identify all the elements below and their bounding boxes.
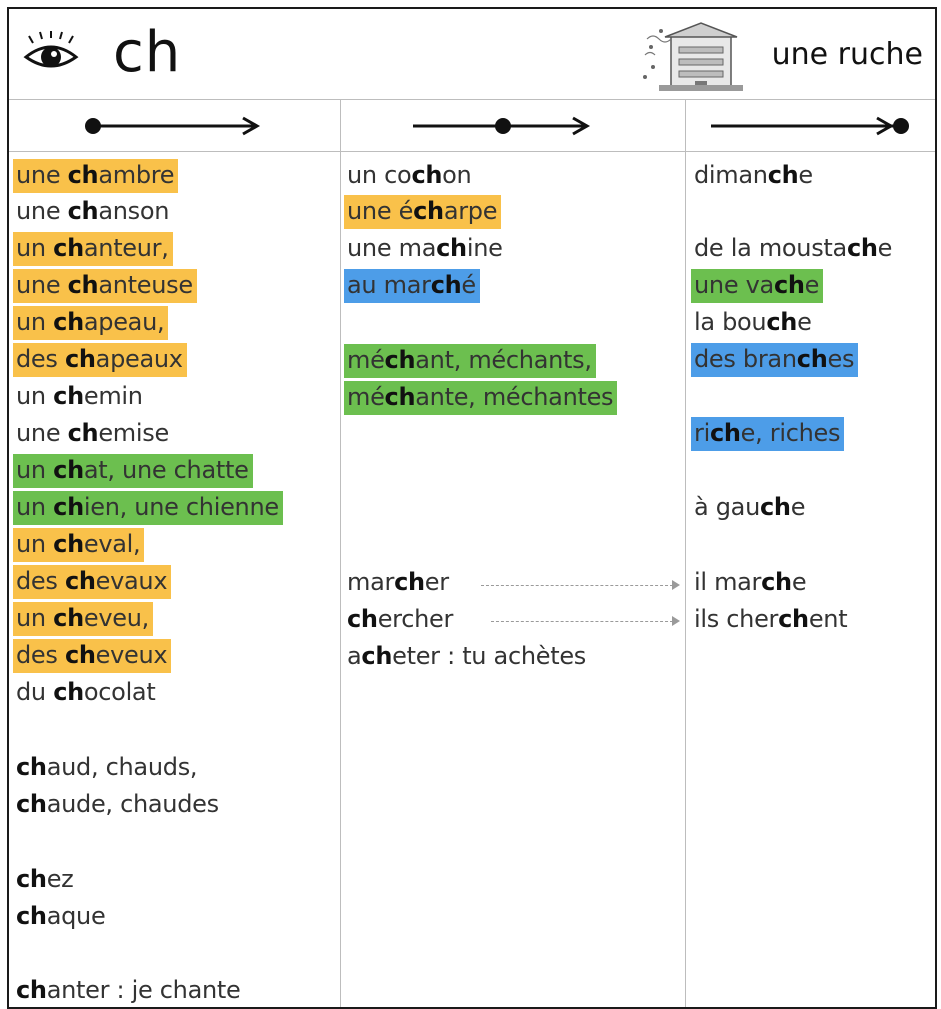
word-entry-text: [13, 639, 171, 673]
sound-sheet: [7, 7, 937, 1009]
word-entry: [347, 159, 471, 193]
ch-grapheme: ch: [413, 197, 444, 225]
ch-grapheme: ch: [53, 382, 84, 410]
word-entry: [694, 343, 858, 377]
word-entry-text: [16, 902, 105, 930]
word-part: la bou: [694, 308, 767, 336]
ch-grapheme: ch: [53, 493, 84, 521]
word-part: ant, méchants,: [415, 346, 592, 374]
ch-grapheme: ch: [760, 493, 791, 521]
ch-grapheme: ch: [64, 567, 96, 595]
word-entry: [16, 974, 241, 1008]
ch-grapheme: ch: [53, 308, 84, 336]
word-part: er: [424, 568, 449, 596]
word-part: es: [827, 345, 855, 373]
word-part: un: [16, 530, 54, 558]
word-entry-text: [13, 159, 178, 193]
word-part: arpe: [443, 197, 498, 225]
word-part: un: [16, 604, 54, 632]
word-entry: [694, 232, 892, 266]
header: [9, 9, 935, 100]
ch-grapheme: ch: [709, 419, 741, 447]
eye-icon: [23, 31, 79, 75]
ch-grapheme: ch: [778, 605, 809, 633]
ch-grapheme: ch: [766, 308, 798, 336]
ch-grapheme: ch: [347, 605, 378, 633]
word-entry-text: [16, 197, 169, 225]
ch-grapheme: ch: [16, 753, 47, 781]
word-entry-text: [13, 602, 153, 636]
ch-grapheme: ch: [394, 568, 425, 596]
word-entry-text: [694, 308, 812, 336]
word-entry: [16, 195, 169, 229]
word-part: emin: [83, 382, 143, 410]
ch-grapheme: ch: [430, 271, 462, 299]
word-part: anteuse: [98, 271, 193, 299]
ch-grapheme: ch: [53, 604, 84, 632]
word-entry-text: [344, 381, 617, 415]
word-entry: [347, 640, 586, 674]
word-entry-text: [694, 161, 813, 189]
word-entry-text: [691, 343, 858, 377]
word-entry: [16, 863, 73, 897]
word-part: une: [16, 419, 68, 447]
word-entry-text: [16, 678, 155, 706]
ch-grapheme: ch: [761, 568, 792, 596]
sound-title: ch: [113, 20, 182, 85]
word-entry: [694, 159, 813, 193]
word-part: à gau: [694, 493, 760, 521]
word-part: un: [16, 493, 54, 521]
word-entry-text: [691, 269, 823, 303]
ch-grapheme: ch: [796, 345, 828, 373]
word-part: ils cher: [694, 605, 779, 633]
ch-grapheme: ch: [67, 161, 99, 189]
word-part: anter : je chante: [46, 976, 241, 1004]
ch-grapheme: ch: [53, 456, 84, 484]
word-entry-text: [13, 454, 253, 488]
word-entry: [347, 381, 617, 415]
word-part: une va: [694, 271, 774, 299]
word-part: un co: [347, 161, 412, 189]
word-part: au mar: [347, 271, 431, 299]
word-part: ercher: [377, 605, 454, 633]
word-part: aud, chauds,: [46, 753, 198, 781]
ch-grapheme: ch: [384, 383, 416, 411]
word-part: eveu,: [83, 604, 149, 632]
word-part: emise: [98, 419, 169, 447]
dashed-arrow-head: [672, 616, 680, 626]
word-part: des: [16, 567, 65, 595]
word-entry-text: [694, 493, 805, 521]
word-part: e, riches: [740, 419, 841, 447]
word-part: on: [442, 161, 472, 189]
ch-grapheme: ch: [773, 271, 805, 299]
ch-grapheme: ch: [767, 161, 799, 189]
word-entry: [16, 159, 178, 193]
word-entry: [347, 232, 503, 266]
position-arrows-row: [9, 99, 935, 152]
column-divider: [685, 99, 686, 1007]
word-part: des: [16, 345, 65, 373]
word-part: e: [797, 308, 812, 336]
word-entry-text: [13, 306, 168, 340]
word-part: une é: [347, 197, 414, 225]
ch-grapheme: ch: [16, 790, 47, 818]
word-part: ent: [808, 605, 848, 633]
ch-grapheme: ch: [16, 865, 47, 893]
word-entry: [694, 603, 847, 637]
word-part: e: [804, 271, 820, 299]
word-entry-text: [16, 790, 219, 818]
ch-grapheme: ch: [67, 197, 99, 225]
word-part: diman: [694, 161, 768, 189]
word-part: une: [16, 161, 68, 189]
word-entry: [694, 491, 805, 525]
word-entry-text: [347, 642, 586, 670]
word-part: ri: [694, 419, 710, 447]
word-part: un: [16, 456, 54, 484]
word-part: apeau,: [83, 308, 165, 336]
word-part: une: [16, 271, 68, 299]
arrow-beginning-icon: [79, 99, 269, 151]
word-entry-text: [13, 269, 197, 303]
word-entry: [16, 751, 197, 785]
ch-grapheme: ch: [384, 346, 416, 374]
word-part: de la mousta: [694, 234, 847, 262]
word-part: a: [347, 642, 362, 670]
arrow-end-icon: [707, 99, 917, 151]
word-entry-text: [347, 605, 453, 633]
word-part: eveux: [95, 641, 168, 669]
word-part: ez: [46, 865, 74, 893]
word-entry-text: [694, 568, 806, 596]
word-part: e: [791, 568, 807, 596]
word-part: e: [877, 234, 893, 262]
ch-grapheme: ch: [361, 642, 393, 670]
word-part: apeaux: [95, 345, 183, 373]
word-part: du: [16, 678, 54, 706]
word-part: il mar: [694, 568, 762, 596]
word-part: mé: [347, 383, 385, 411]
word-entry: [347, 269, 480, 303]
word-part: at, une chatte: [83, 456, 249, 484]
word-entry-text: [347, 568, 449, 596]
word-part: e: [790, 493, 806, 521]
word-entry: [16, 306, 168, 340]
word-entry: [347, 344, 596, 378]
word-part: ocolat: [83, 678, 156, 706]
arrow-middle-icon: [409, 99, 599, 151]
word-part: des: [16, 641, 65, 669]
ch-grapheme: ch: [16, 902, 47, 930]
column-divider: [340, 99, 341, 1007]
word-entry: [16, 454, 253, 488]
ch-grapheme: ch: [53, 530, 84, 558]
word-part: ambre: [98, 161, 175, 189]
word-part: ien, une chienne: [83, 493, 279, 521]
ch-grapheme: ch: [64, 641, 96, 669]
word-entry-text: [691, 417, 844, 451]
word-entry: [16, 491, 283, 525]
word-part: un: [16, 382, 54, 410]
word-part: evaux: [95, 567, 168, 595]
word-entry-text: [16, 382, 143, 410]
word-entry-text: [347, 234, 503, 262]
beehive-image: [639, 19, 751, 95]
word-part: des bran: [694, 345, 797, 373]
dashed-arrow: [481, 585, 673, 586]
word-entry: [16, 343, 187, 377]
word-part: une: [16, 197, 68, 225]
word-entry-text: [16, 419, 169, 447]
word-part: mar: [347, 568, 395, 596]
ch-grapheme: ch: [67, 271, 99, 299]
word-part: eval,: [83, 530, 141, 558]
word-entry: [694, 417, 844, 451]
word-entry-text: [16, 753, 197, 781]
dashed-arrow-head: [672, 580, 680, 590]
word-entry: [16, 639, 171, 673]
word-part: ante, méchantes: [415, 383, 614, 411]
word-part: un: [16, 308, 54, 336]
word-part: un: [16, 234, 54, 262]
dashed-arrow: [491, 621, 673, 622]
word-entry-text: [16, 976, 241, 1004]
ch-grapheme: ch: [53, 678, 84, 706]
word-entry: [16, 232, 173, 266]
word-entry: [16, 900, 105, 934]
word-entry: [694, 566, 806, 600]
word-part: e: [798, 161, 813, 189]
word-entry: [347, 566, 449, 600]
word-entry-text: [344, 344, 596, 378]
word-entry-text: [13, 491, 283, 525]
word-entry-text: [13, 528, 144, 562]
word-entry: [694, 269, 823, 303]
word-entry: [16, 269, 197, 303]
word-entry: [16, 565, 171, 599]
word-entry: [347, 603, 453, 637]
word-entry: [16, 602, 153, 636]
word-part: aque: [46, 902, 106, 930]
ch-grapheme: ch: [436, 234, 467, 262]
word-part: aude, chaudes: [46, 790, 219, 818]
word-part: anson: [98, 197, 170, 225]
word-entry: [16, 528, 144, 562]
word-entry: [16, 676, 155, 710]
ch-grapheme: ch: [846, 234, 878, 262]
word-part: é: [461, 271, 476, 299]
word-entry: [347, 195, 501, 229]
ch-grapheme: ch: [53, 234, 84, 262]
word-entry-text: [13, 232, 173, 266]
word-part: mé: [347, 346, 385, 374]
word-entry: [16, 380, 143, 414]
word-entry: [16, 788, 219, 822]
word-entry-text: [344, 269, 480, 303]
word-entry-text: [13, 343, 187, 377]
word-entry-text: [344, 195, 501, 229]
word-entry-text: [694, 605, 847, 633]
word-entry: [694, 306, 812, 340]
word-entry-text: [13, 565, 171, 599]
word-part: anteur,: [83, 234, 169, 262]
word-entry-text: [694, 234, 892, 262]
word-part: ine: [466, 234, 503, 262]
ch-grapheme: ch: [67, 419, 99, 447]
word-entry-text: [16, 865, 73, 893]
word-part: eter : tu achètes: [392, 642, 587, 670]
ch-grapheme: ch: [64, 345, 96, 373]
word-entry-text: [347, 161, 471, 189]
word-entry: [16, 417, 169, 451]
word-part: une ma: [347, 234, 437, 262]
ch-grapheme: ch: [411, 161, 443, 189]
ch-grapheme: ch: [16, 976, 47, 1004]
keyword-label: une ruche: [771, 37, 923, 72]
